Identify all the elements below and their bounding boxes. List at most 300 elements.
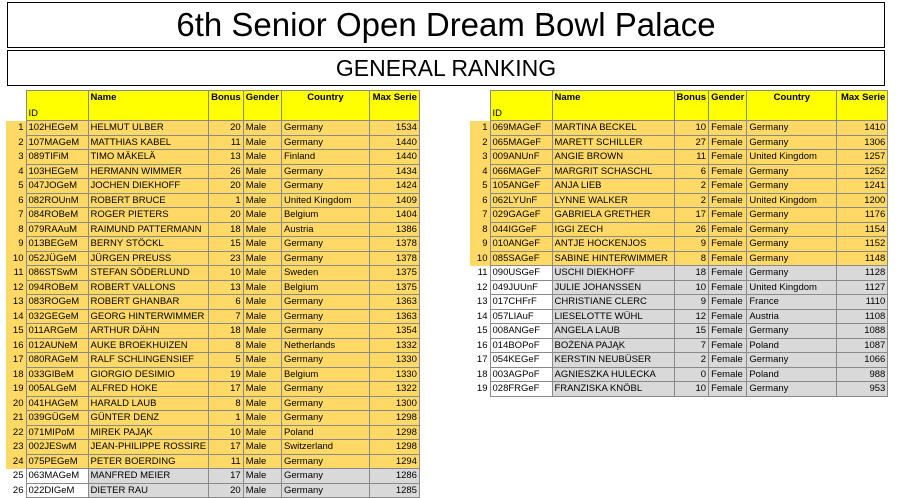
rank-cell: 17: [6, 353, 26, 368]
max-serie-cell: 1298: [369, 425, 419, 440]
max-serie-cell: 1294: [369, 454, 419, 469]
name-cell: JEAN-PHILIPPE ROSSIRE: [88, 440, 209, 455]
name-cell: ANGELA LAUB: [552, 324, 674, 339]
table-row: [470, 121, 888, 136]
rank-cell: 11: [477, 267, 488, 278]
bonus-cell: 2: [674, 179, 709, 194]
gender-cell: Male: [243, 469, 281, 484]
country-cell: Germany: [281, 121, 369, 136]
rank-cell: 2: [6, 135, 26, 150]
country-cell: Poland: [747, 338, 837, 353]
id-cell: 013BEGeM: [26, 237, 88, 252]
rank-cell: 3: [470, 150, 490, 165]
header-country: Country: [747, 91, 837, 121]
max-serie-cell: 1298: [369, 440, 419, 455]
max-serie-cell: 1378: [369, 237, 419, 252]
bonus-cell: 8: [674, 251, 709, 266]
gender-cell: Male: [243, 280, 281, 295]
header-gender: Gender: [709, 91, 747, 121]
max-serie-cell: 1154: [837, 222, 888, 237]
men-ranking-table: [6, 90, 420, 498]
table-row: [6, 396, 419, 411]
id-cell: 082ROUnM: [26, 193, 88, 208]
table-row: [6, 295, 419, 310]
table-row: [470, 295, 888, 310]
table-row: [470, 266, 888, 281]
country-cell: Switzerland: [281, 440, 369, 455]
gender-cell: Female: [709, 324, 747, 339]
gender-cell: Male: [243, 396, 281, 411]
id-cell: 011ARGeM: [26, 324, 88, 339]
bonus-cell: 11: [209, 135, 244, 150]
gender-cell: Male: [243, 193, 281, 208]
bonus-cell: 20: [209, 208, 244, 223]
bonus-cell: 18: [209, 324, 244, 339]
table-header-row: [470, 91, 888, 121]
id-cell: 079RAAuM: [26, 222, 88, 237]
table-row: [6, 469, 419, 484]
max-serie-cell: 1410: [837, 121, 888, 136]
name-cell: ANJA LIEB: [552, 179, 674, 194]
max-serie-cell: 1534: [369, 121, 419, 136]
name-cell: ARTHUR DÄHN: [88, 324, 209, 339]
id-cell: 057LIAuF: [490, 309, 552, 324]
id-cell: 005ALGeM: [26, 382, 88, 397]
rank-cell: 19: [476, 383, 488, 394]
bonus-cell: 10: [674, 382, 709, 397]
rank-cell: 14: [6, 309, 26, 324]
id-cell: 033GIBeM: [26, 367, 88, 382]
gender-cell: Female: [709, 309, 747, 324]
table-row: [6, 222, 419, 237]
rank-cell: 3: [6, 150, 26, 165]
country-cell: Austria: [747, 309, 837, 324]
max-serie-cell: 1128: [837, 266, 888, 281]
bonus-cell: 27: [674, 135, 709, 150]
max-serie-cell: 1363: [369, 295, 419, 310]
bonus-cell: 5: [209, 353, 244, 368]
rank-cell: 4: [470, 164, 490, 179]
header-name: Name: [88, 91, 209, 121]
gender-cell: Male: [243, 367, 281, 382]
max-serie-cell: 1409: [369, 193, 419, 208]
header-gender: Gender: [243, 91, 281, 121]
table-row: [6, 164, 419, 179]
max-serie-cell: 1087: [837, 338, 888, 353]
country-cell: United Kingdom: [281, 193, 369, 208]
rank-cell: 1: [6, 121, 26, 136]
max-serie-cell: 1440: [369, 150, 419, 165]
country-cell: United Kingdom: [747, 193, 837, 208]
name-cell: ROGER PIETERS: [88, 208, 209, 223]
rank-cell: 15: [6, 324, 26, 339]
rank-cell: 17: [476, 354, 488, 365]
bonus-cell: 17: [674, 208, 709, 223]
rank-cell: 26: [12, 484, 24, 496]
name-cell: HARALD LAUB: [88, 396, 209, 411]
max-serie-cell: 1404: [369, 208, 419, 223]
gender-cell: Female: [709, 382, 747, 397]
name-cell: GIORGIO DESIMIO: [88, 367, 209, 382]
rank-cell: 5: [6, 179, 26, 194]
id-cell: 014BOPoF: [490, 338, 552, 353]
rank-cell: 16: [6, 338, 26, 353]
max-serie-cell: 1363: [369, 309, 419, 324]
table-row: [6, 338, 419, 353]
rank-cell: 4: [6, 164, 26, 179]
id-cell: 032GEGeM: [26, 309, 88, 324]
bonus-cell: 10: [674, 121, 709, 136]
rank-cell: 9: [470, 237, 490, 252]
women-ranking-table: [470, 90, 888, 397]
gender-cell: Male: [243, 440, 281, 455]
country-cell: Germany: [747, 179, 837, 194]
table-row: [6, 150, 419, 165]
country-cell: Germany: [281, 179, 369, 194]
id-cell: 102HEGeM: [26, 121, 88, 136]
gender-cell: Male: [243, 266, 281, 281]
id-cell: 047JOGeM: [26, 179, 88, 194]
rank-cell: 5: [470, 179, 490, 194]
country-cell: Germany: [281, 309, 369, 324]
name-cell: GABRIELA GRETHER: [552, 208, 674, 223]
gender-cell: Male: [243, 251, 281, 266]
table-row: [6, 309, 419, 324]
max-serie-cell: 1332: [369, 338, 419, 353]
max-serie-cell: 1378: [369, 251, 419, 266]
country-cell: Germany: [281, 483, 369, 498]
bonus-cell: 17: [209, 382, 244, 397]
gender-cell: Male: [243, 150, 281, 165]
country-cell: Germany: [281, 295, 369, 310]
name-cell: RALF SCHLINGENSIEF: [88, 353, 209, 368]
country-cell: France: [747, 295, 837, 310]
max-serie-cell: 1298: [369, 411, 419, 426]
rank-cell: 24: [6, 454, 26, 469]
id-cell: 075PEGeM: [26, 454, 88, 469]
table-row: [470, 193, 888, 208]
max-serie-cell: 1306: [837, 135, 888, 150]
max-serie-cell: 1152: [837, 237, 888, 252]
id-cell: 017CHFrF: [490, 295, 552, 310]
country-cell: Germany: [281, 251, 369, 266]
header-country: Country: [281, 91, 369, 121]
country-cell: Germany: [747, 121, 837, 136]
table-row: [6, 425, 419, 440]
max-serie-cell: 1241: [837, 179, 888, 194]
gender-cell: Female: [709, 295, 747, 310]
id-cell: 066MAGeF: [490, 164, 552, 179]
id-cell: 065MAGeF: [490, 135, 552, 150]
bonus-cell: 13: [209, 150, 244, 165]
name-cell: LYNNE WALKER: [552, 193, 674, 208]
id-cell: 009ANUnF: [490, 150, 552, 165]
bonus-cell: 1: [209, 193, 244, 208]
bonus-cell: 8: [209, 396, 244, 411]
country-cell: Germany: [747, 208, 837, 223]
bonus-cell: 17: [209, 469, 244, 484]
gender-cell: Male: [243, 483, 281, 498]
name-cell: BERNY STÖCKL: [88, 237, 209, 252]
name-cell: FRANZISKA KNÖBL: [552, 382, 674, 397]
rank-cell: 11: [6, 266, 26, 281]
country-cell: Belgium: [281, 208, 369, 223]
id-cell: 044IGGeF: [490, 222, 552, 237]
name-cell: ROBERT VALLONS: [88, 280, 209, 295]
name-cell: HELMUT ULBER: [88, 121, 209, 136]
table-row: [6, 251, 419, 266]
id-cell: 105ANGeF: [490, 179, 552, 194]
country-cell: Germany: [747, 135, 837, 150]
id-cell: 062LYUnF: [490, 193, 552, 208]
table-row: [470, 280, 888, 295]
bonus-cell: 6: [674, 164, 709, 179]
id-cell: 041HAGeM: [26, 396, 88, 411]
id-cell: 029GAGeF: [490, 208, 552, 223]
bonus-cell: 20: [209, 121, 244, 136]
id-cell: 107MAGeM: [26, 135, 88, 150]
name-cell: KERSTIN NEUBÜSER: [552, 353, 674, 368]
gender-cell: Male: [243, 179, 281, 194]
name-cell: CHRISTIANE CLERC: [552, 295, 674, 310]
table-row: [470, 237, 888, 252]
name-cell: SABINE HINTERWIMMER: [552, 251, 674, 266]
name-cell: GÜNTER DENZ: [88, 411, 209, 426]
max-serie-cell: 1322: [369, 382, 419, 397]
table-row: [470, 208, 888, 223]
name-cell: MARGRIT SCHASCHL: [552, 164, 674, 179]
gender-cell: Male: [243, 353, 281, 368]
header-id: ID: [26, 91, 88, 121]
bonus-cell: 11: [209, 454, 244, 469]
header-bonus: Bonus: [674, 91, 709, 121]
rank-cell: 7: [6, 208, 26, 223]
id-cell: 069MAGeF: [490, 121, 552, 136]
bonus-cell: 2: [674, 193, 709, 208]
bonus-cell: 10: [209, 266, 244, 281]
id-cell: 039GÜGeM: [26, 411, 88, 426]
max-serie-cell: 1108: [837, 309, 888, 324]
max-serie-cell: 1375: [369, 280, 419, 295]
table-row: [470, 222, 888, 237]
rank-cell: 19: [6, 382, 26, 397]
gender-cell: Female: [709, 353, 747, 368]
table-row: [6, 208, 419, 223]
bonus-cell: 26: [209, 164, 244, 179]
bonus-cell: 13: [209, 280, 244, 295]
name-cell: MANFRED MEIER: [88, 469, 209, 484]
rank-cell: 9: [6, 237, 26, 252]
gender-cell: Female: [709, 280, 747, 295]
max-serie-cell: 1424: [369, 179, 419, 194]
gender-cell: Female: [709, 179, 747, 194]
table-row: [470, 251, 888, 266]
id-cell: 080RAGeM: [26, 353, 88, 368]
table-row: [6, 237, 419, 252]
gender-cell: Male: [243, 164, 281, 179]
country-cell: Germany: [281, 411, 369, 426]
rank-cell: 22: [6, 425, 26, 440]
table-row: [470, 382, 888, 397]
id-cell: 094ROBeM: [26, 280, 88, 295]
country-cell: Germany: [281, 324, 369, 339]
header-id: ID: [490, 91, 552, 121]
max-serie-cell: 1088: [837, 324, 888, 339]
table-row: [6, 382, 419, 397]
rank-cell: 8: [6, 222, 26, 237]
country-cell: Netherlands: [281, 338, 369, 353]
gender-cell: Female: [709, 251, 747, 266]
rank-cell: 7: [470, 208, 490, 223]
rank-cell: 21: [6, 411, 26, 426]
table-row: [6, 266, 419, 281]
table-row: [6, 454, 419, 469]
table-row: [6, 135, 419, 150]
name-cell: ROBERT GHANBAR: [88, 295, 209, 310]
max-serie-cell: 1110: [837, 295, 888, 310]
gender-cell: Female: [709, 208, 747, 223]
id-cell: 071MIPoM: [26, 425, 88, 440]
page-title: 6th Senior Open Dream Bowl Palace: [7, 2, 885, 48]
table-row: [470, 309, 888, 324]
gender-cell: Female: [709, 193, 747, 208]
gender-cell: Female: [709, 338, 747, 353]
max-serie-cell: 1330: [369, 353, 419, 368]
table-row: [470, 164, 888, 179]
name-cell: BOŻENA PAJĄK: [552, 338, 674, 353]
name-cell: DIETER RAU: [88, 483, 209, 498]
gender-cell: Female: [709, 237, 747, 252]
gender-cell: Female: [709, 164, 747, 179]
table-row: [6, 353, 419, 368]
bonus-cell: 10: [674, 280, 709, 295]
max-serie-cell: 988: [837, 367, 888, 382]
name-cell: ANGIE BROWN: [552, 150, 674, 165]
bonus-cell: 18: [674, 266, 709, 281]
country-cell: Poland: [747, 367, 837, 382]
bonus-cell: 2: [674, 353, 709, 368]
gender-cell: Male: [243, 295, 281, 310]
country-cell: Germany: [281, 469, 369, 484]
id-cell: 063MAGeM: [26, 469, 88, 484]
country-cell: Germany: [747, 237, 837, 252]
rank-cell: 6: [6, 193, 26, 208]
max-serie-cell: 1285: [369, 483, 419, 498]
country-cell: Germany: [747, 222, 837, 237]
gender-cell: Male: [243, 382, 281, 397]
gender-cell: Male: [243, 411, 281, 426]
table-row: [470, 179, 888, 194]
gender-cell: Female: [709, 150, 747, 165]
country-cell: Germany: [281, 135, 369, 150]
table-row: [470, 353, 888, 368]
rank-cell: 13: [6, 295, 26, 310]
name-cell: MARTINA BECKEL: [552, 121, 674, 136]
rank-cell: 13: [476, 296, 488, 307]
name-cell: ANTJE HOCKENJOS: [552, 237, 674, 252]
bonus-cell: 7: [674, 338, 709, 353]
id-cell: 086STSwM: [26, 266, 88, 281]
id-cell: 049JUUnF: [490, 280, 552, 295]
header-name: Name: [552, 91, 674, 121]
rank-cell: 14: [476, 310, 488, 322]
table-header-row: [6, 91, 419, 121]
country-cell: Poland: [281, 425, 369, 440]
id-cell: 089TIFiM: [26, 150, 88, 165]
page-subtitle: GENERAL RANKING: [7, 50, 885, 86]
id-cell: 083ROGeM: [26, 295, 88, 310]
gender-cell: Female: [709, 135, 747, 150]
rank-cell: 20: [6, 396, 26, 411]
country-cell: Sweden: [281, 266, 369, 281]
id-cell: 012AUNeM: [26, 338, 88, 353]
table-row: [470, 150, 888, 165]
name-cell: AGNIESZKA HULECKA: [552, 367, 674, 382]
country-cell: Germany: [281, 353, 369, 368]
name-cell: IGGI ZECH: [552, 222, 674, 237]
name-cell: RAIMUND PATTERMANN: [88, 222, 209, 237]
id-cell: 085SAGeF: [490, 251, 552, 266]
gender-cell: Female: [709, 367, 747, 382]
bonus-cell: 20: [209, 483, 244, 498]
name-cell: MIREK PAJĄK: [88, 425, 209, 440]
bonus-cell: 17: [209, 440, 244, 455]
id-cell: 003AGPoF: [490, 367, 552, 382]
rank-cell: 1: [470, 121, 490, 136]
name-cell: MATTHIAS KABEL: [88, 135, 209, 150]
country-cell: United Kingdom: [747, 150, 837, 165]
gender-cell: Male: [243, 324, 281, 339]
bonus-cell: 0: [674, 367, 709, 382]
name-cell: ROBERT BRUCE: [88, 193, 209, 208]
rank-cell: 18: [6, 367, 26, 382]
country-cell: Finland: [281, 150, 369, 165]
country-cell: Germany: [281, 454, 369, 469]
table-row: [6, 193, 419, 208]
rank-cell: 15: [476, 325, 488, 336]
bonus-cell: 10: [209, 425, 244, 440]
name-cell: HERMANN WIMMER: [88, 164, 209, 179]
country-cell: Germany: [281, 164, 369, 179]
rank-cell: 12: [6, 280, 26, 295]
rank-cell: 23: [6, 440, 26, 455]
id-cell: 028FRGeF: [490, 382, 552, 397]
max-serie-cell: 1440: [369, 135, 419, 150]
table-row: [470, 338, 888, 353]
table-row: [470, 367, 888, 382]
bonus-cell: 7: [209, 309, 244, 324]
bonus-cell: 6: [209, 295, 244, 310]
country-cell: Austria: [281, 222, 369, 237]
id-cell: 054KEGeF: [490, 353, 552, 368]
table-row: [6, 280, 419, 295]
header-max-serie: Max Serie: [369, 91, 419, 121]
id-cell: 103HEGeM: [26, 164, 88, 179]
gender-cell: Female: [709, 266, 747, 281]
id-cell: 022DIGeM: [26, 483, 88, 498]
bonus-cell: 11: [674, 150, 709, 165]
gender-cell: Male: [243, 135, 281, 150]
rank-cell: 6: [470, 193, 490, 208]
id-cell: 052JÜGeM: [26, 251, 88, 266]
name-cell: TIMO MÄKELÄ: [88, 150, 209, 165]
rank-cell: 25: [12, 470, 24, 481]
gender-cell: Female: [709, 222, 747, 237]
bonus-cell: 23: [209, 251, 244, 266]
header-bonus: Bonus: [209, 91, 244, 121]
bonus-cell: 1: [209, 411, 244, 426]
country-cell: Germany: [281, 396, 369, 411]
